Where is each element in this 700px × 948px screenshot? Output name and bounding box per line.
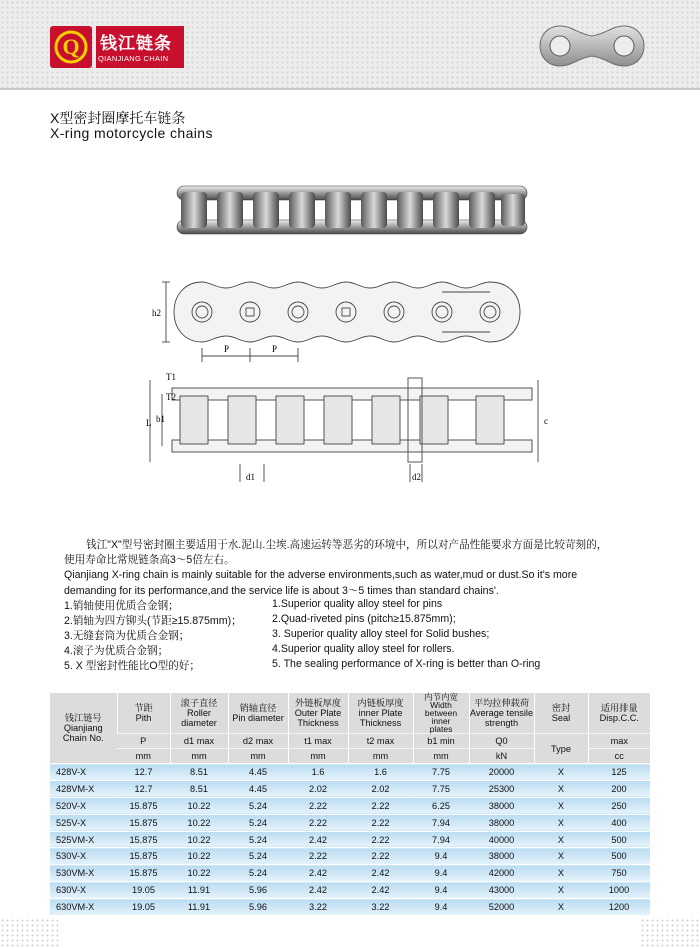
table-cell: 500 — [588, 831, 650, 848]
brand-name-cn: 钱江链条 — [100, 34, 172, 53]
symbol-cell: Q0 — [469, 734, 534, 749]
symbol-cell: Type — [534, 734, 588, 764]
table-cell: 15.875 — [117, 831, 170, 848]
header-tensile: 平均拉伸载荷 Average tensile strength — [469, 693, 534, 734]
symbol-cell: d1 max — [170, 734, 228, 749]
table-cell: 2.22 — [348, 831, 413, 848]
table-cell: 428V-X — [50, 764, 117, 781]
table-cell: 2.42 — [288, 865, 348, 882]
table-cell: 9.4 — [413, 865, 469, 882]
feature-cn: 1.销轴使用优质合金钢； — [64, 600, 179, 612]
table-cell: 1.6 — [348, 764, 413, 781]
dim-label-b1: b1 — [156, 414, 165, 424]
dim-label-p2: P — [272, 344, 278, 354]
table-cell: 52000 — [469, 899, 534, 915]
table-cell: X — [534, 764, 588, 781]
table-cell: 2.42 — [348, 882, 413, 899]
header-width: 内节内宽 Width between inner plates — [413, 693, 469, 734]
description — [64, 538, 644, 599]
table-cell: 19.05 — [117, 882, 170, 899]
symbol-cell: t2 max — [348, 734, 413, 749]
table-cell: 5.24 — [228, 848, 288, 865]
feature-cn: 5. X 型密封性能比O型的好； — [64, 660, 200, 672]
table-cell: X — [534, 831, 588, 848]
feature-en: 1.Superior quality alloy steel for pins — [272, 598, 443, 610]
table-cell: 530VM-X — [50, 865, 117, 882]
table-cell: 250 — [588, 797, 650, 814]
table-cell: 2.42 — [288, 882, 348, 899]
feature-cn: 4.滚子为优质合金钢； — [64, 645, 169, 657]
feature-cn: 2.销轴为四方铆头(节距≥15.875mm)； — [64, 615, 242, 627]
table-cell: 10.22 — [170, 814, 228, 831]
table-cell: 500 — [588, 848, 650, 865]
table-cell: 2.42 — [348, 865, 413, 882]
table-cell: X — [534, 780, 588, 797]
table-cell: 400 — [588, 814, 650, 831]
header-pin: 销轴直径 Pin diameter — [228, 693, 288, 734]
table-cell: 5.24 — [228, 814, 288, 831]
table-cell: 525V-X — [50, 814, 117, 831]
table-cell: 10.22 — [170, 848, 228, 865]
table-cell: 6.25 — [413, 797, 469, 814]
chain-photo — [175, 180, 535, 240]
table-cell: 2.22 — [288, 814, 348, 831]
dim-label-d2: d2 — [412, 472, 421, 482]
title-cn: X型密封圈摩托车链条 — [50, 110, 186, 126]
table-cell: 8.51 — [170, 764, 228, 781]
table-cell: 1000 — [588, 882, 650, 899]
table-cell: 38000 — [469, 797, 534, 814]
symbol-cell: b1 min — [413, 734, 469, 749]
table-cell: 15.875 — [117, 814, 170, 831]
table-cell: 7.75 — [413, 780, 469, 797]
table-cell: 7.94 — [413, 814, 469, 831]
table-cell: 40000 — [469, 831, 534, 848]
header-seal: 密封 Seal — [534, 693, 588, 734]
table-row — [50, 848, 650, 865]
table-cell: X — [534, 882, 588, 899]
unit-cell: mm — [288, 749, 348, 764]
table-cell: 38000 — [469, 848, 534, 865]
table-cell: 750 — [588, 865, 650, 882]
table-cell: 7.75 — [413, 764, 469, 781]
table-row — [50, 882, 650, 899]
description-cn-line1: 钱江"X"型号密封圈主要适用于水.泥山.尘埃.高速运转等恶劣的环境中，所以对产品性能要求方面是比较苛刻的， — [86, 539, 608, 551]
dim-label-l: L — [146, 418, 152, 428]
description-en-line2: demanding for its performance,and the service life is about 3～5 times than standard chains'. — [64, 584, 499, 597]
title-en: X-ring motorcycle chains — [50, 125, 213, 141]
table-cell: 38000 — [469, 814, 534, 831]
table-cell: 11.91 — [170, 899, 228, 915]
brand-name-en: QIANJIANG CHAIN — [98, 54, 169, 63]
table-cell: X — [534, 865, 588, 882]
header-chain-no: 钱江链号 Qianjiang Chain No. — [50, 693, 117, 764]
feature-cn: 3.无缝套筒为优质合金钢； — [64, 630, 190, 642]
table-cell: 25300 — [469, 780, 534, 797]
unit-cell: mm — [413, 749, 469, 764]
table-cell: 2.22 — [348, 797, 413, 814]
brand-name-block — [96, 26, 184, 68]
table-cell: 520V-X — [50, 797, 117, 814]
table-cell: X — [534, 814, 588, 831]
header-inner-plate: 内链板厚度 inner Plate Thickness — [348, 693, 413, 734]
table-symbol-row — [50, 734, 650, 749]
table-cell: 9.4 — [413, 882, 469, 899]
table-cell: 1.6 — [288, 764, 348, 781]
table-cell: 11.91 — [170, 882, 228, 899]
table-row — [50, 764, 650, 781]
header-roller: 滚子直径 Roller diameter — [170, 693, 228, 734]
table-cell: X — [534, 797, 588, 814]
table-cell: 530V-X — [50, 848, 117, 865]
symbol-cell: P — [117, 734, 170, 749]
table-row — [50, 814, 650, 831]
feature-item — [64, 658, 664, 673]
feature-en: 3. Superior quality alloy steel for Solid bushes; — [272, 628, 490, 640]
table-cell: X — [534, 848, 588, 865]
unit-cell: mm — [117, 749, 170, 764]
table-cell: 2.22 — [348, 814, 413, 831]
table-body — [50, 764, 650, 916]
table-cell: 15.875 — [117, 865, 170, 882]
feature-en: 2.Quad-riveted pins (pitch≥15.875mm); — [272, 613, 456, 625]
header-outer-plate: 外链板厚度 Outer Plate Thickness — [288, 693, 348, 734]
symbol-cell: max — [588, 734, 650, 749]
table-cell: 7.94 — [413, 831, 469, 848]
table-cell: 9.4 — [413, 848, 469, 865]
header-pitch: 节距 Pith — [117, 693, 170, 734]
table-cell: 428VM-X — [50, 780, 117, 797]
dim-label-p1: P — [224, 344, 230, 354]
feature-en: 4.Superior quality alloy steel for rollers. — [272, 643, 455, 655]
table-cell: 19.05 — [117, 899, 170, 915]
feature-item — [64, 643, 664, 658]
chain-technical-drawing — [140, 268, 570, 490]
table-cell: 10.22 — [170, 831, 228, 848]
symbol-cell: d2 max — [228, 734, 288, 749]
unit-cell: cc — [588, 749, 650, 764]
table-cell: 8.51 — [170, 780, 228, 797]
unit-cell: mm — [170, 749, 228, 764]
symbol-cell: t1 max — [288, 734, 348, 749]
table-cell: 525VM-X — [50, 831, 117, 848]
table-cell: 2.22 — [288, 848, 348, 865]
table-cell: 200 — [588, 780, 650, 797]
table-cell: 2.22 — [288, 797, 348, 814]
table-cell: 12.7 — [117, 764, 170, 781]
table-cell: 43000 — [469, 882, 534, 899]
table-cell: 3.22 — [288, 899, 348, 915]
table-header-row — [50, 693, 650, 734]
table-cell: 1200 — [588, 899, 650, 915]
table-cell: 2.22 — [348, 848, 413, 865]
table-cell: 9.4 — [413, 899, 469, 915]
table-cell: 15.875 — [117, 797, 170, 814]
table-cell: 10.22 — [170, 865, 228, 882]
header-divider — [0, 88, 700, 90]
table-cell: 12.7 — [117, 780, 170, 797]
footer-pattern-right — [640, 918, 700, 948]
table-cell: 5.24 — [228, 831, 288, 848]
table-cell: 10.22 — [170, 797, 228, 814]
dim-label-d1: d1 — [246, 472, 255, 482]
table-cell: X — [534, 899, 588, 915]
feature-item — [64, 598, 664, 613]
table-cell: 5.24 — [228, 865, 288, 882]
table-cell: 15.875 — [117, 848, 170, 865]
unit-cell: mm — [228, 749, 288, 764]
header-disp: 适用排量 Disp.C.C. — [588, 693, 650, 734]
table-cell: 4.45 — [228, 780, 288, 797]
table-cell: 125 — [588, 764, 650, 781]
table-cell: 5.96 — [228, 899, 288, 915]
unit-cell: mm — [348, 749, 413, 764]
table-cell: 20000 — [469, 764, 534, 781]
table-cell: 2.02 — [288, 780, 348, 797]
table-cell: 630V-X — [50, 882, 117, 899]
table-cell: 630VM-X — [50, 899, 117, 915]
table-row — [50, 865, 650, 882]
chain-plate-icon — [538, 24, 646, 68]
description-cn-line2: 使用寿命比常规链条高3～5倍左右。 — [64, 554, 235, 567]
footer-pattern-left — [0, 918, 60, 948]
table-row — [50, 831, 650, 848]
table-cell: 5.96 — [228, 882, 288, 899]
table-cell: 5.24 — [228, 797, 288, 814]
feature-en: 5. The sealing performance of X-ring is better than O-ring — [272, 658, 541, 670]
table-cell: 2.42 — [288, 831, 348, 848]
feature-item — [64, 613, 664, 628]
dim-label-h2: h2 — [152, 308, 161, 318]
dim-label-c: c — [544, 416, 548, 426]
svg-text:Q: Q — [62, 34, 80, 59]
spec-table — [50, 693, 650, 915]
table-cell: 2.02 — [348, 780, 413, 797]
dim-label-t1: T1 — [166, 372, 176, 382]
table-cell: 3.22 — [348, 899, 413, 915]
table-row — [50, 899, 650, 915]
table-cell: 4.45 — [228, 764, 288, 781]
description-en-line1: Qianjiang X-ring chain is mainly suitable for the adverse environments,such as water,mud or dust.So it's more — [64, 569, 578, 582]
table-cell: 42000 — [469, 865, 534, 882]
table-row — [50, 797, 650, 814]
feature-item — [64, 628, 664, 643]
table-row — [50, 780, 650, 797]
unit-cell: kN — [469, 749, 534, 764]
dim-label-t2: T2 — [166, 392, 176, 402]
brand-logo-icon — [50, 26, 92, 68]
